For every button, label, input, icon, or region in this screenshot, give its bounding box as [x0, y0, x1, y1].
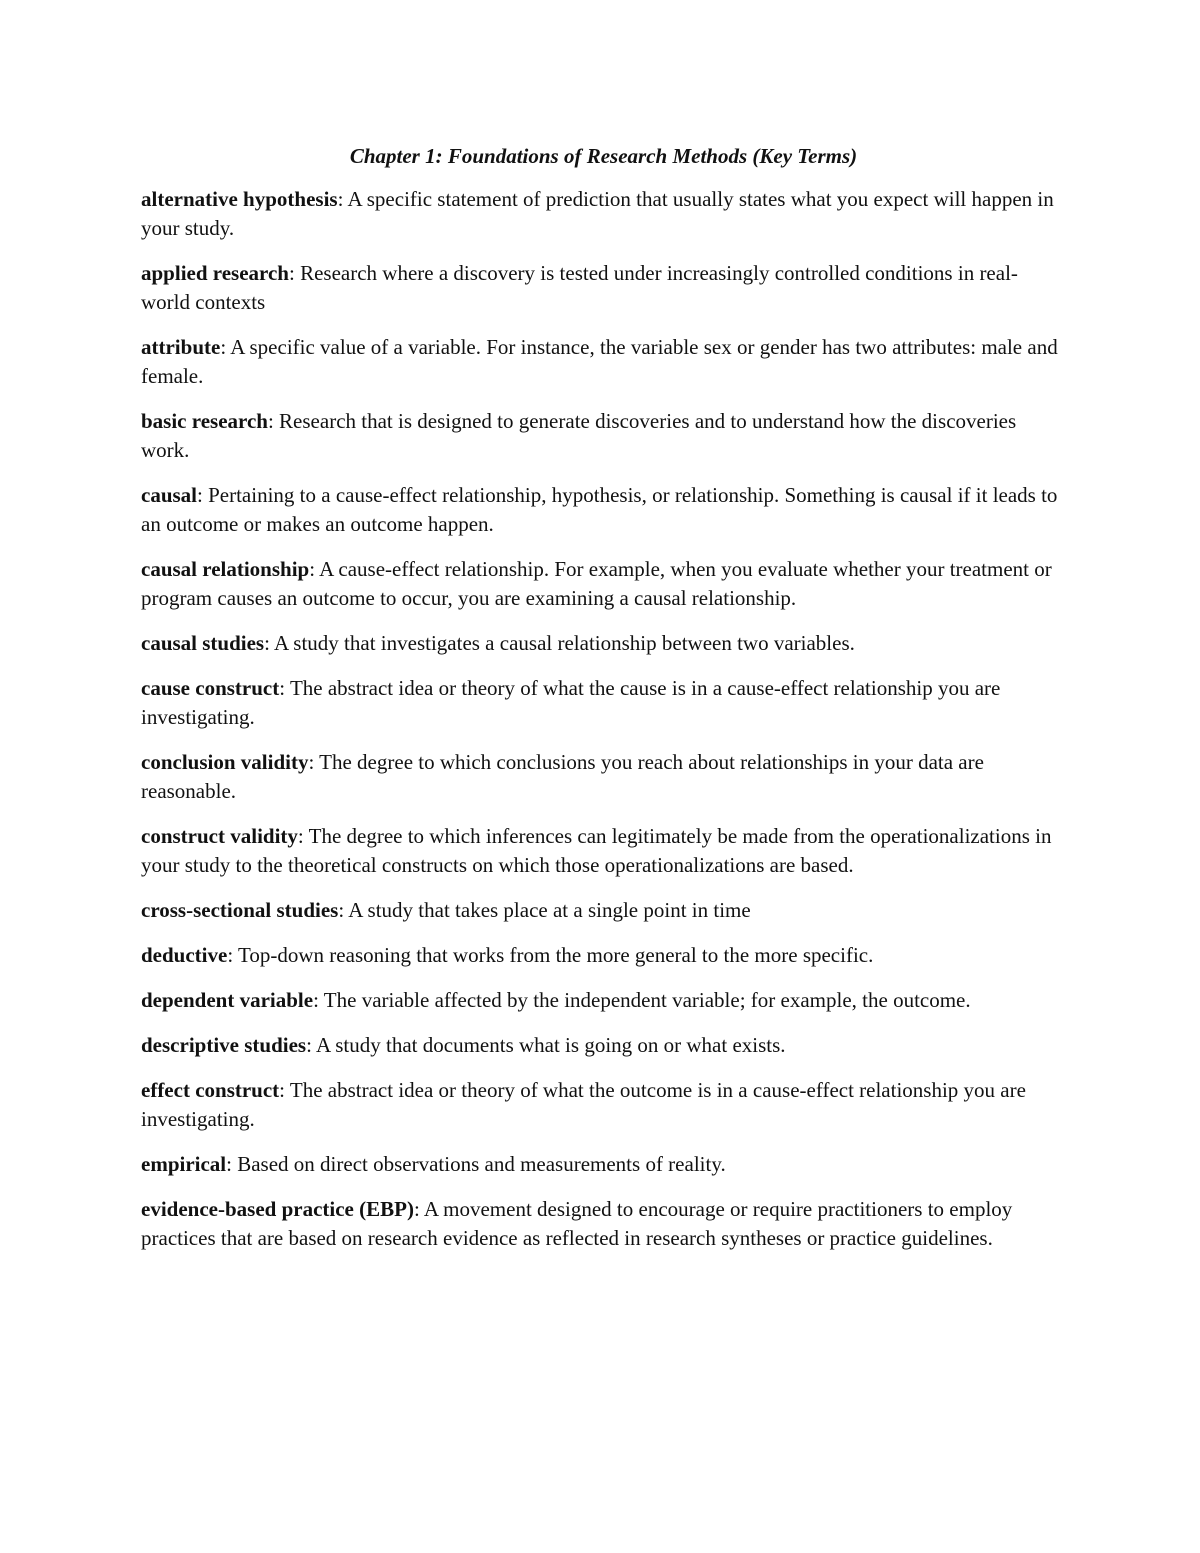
glossary-term: causal studies — [141, 631, 265, 655]
glossary-definition: : The degree to which conclusions you reach about relationships in your data are reasonable. — [141, 750, 984, 803]
glossary-entry — [141, 1195, 1066, 1253]
glossary-definition: : A specific value of a variable. For instance, the variable sex or gender has two attributes: male and female. — [141, 335, 1058, 388]
glossary-term: alternative hypothesis — [141, 187, 338, 211]
glossary-definition: : The variable affected by the independent variable; for example, the outcome. — [313, 988, 971, 1012]
glossary-term: attribute — [141, 335, 221, 359]
glossary-term: cross-sectional studies — [141, 898, 339, 922]
glossary-definition: : A study that documents what is going on or what exists. — [306, 1033, 786, 1057]
glossary-term: applied research — [141, 261, 289, 285]
glossary-term: descriptive studies — [141, 1033, 307, 1057]
glossary-entry — [141, 1031, 1066, 1060]
document-body — [141, 141, 1066, 1269]
glossary-definition: : Based on direct observations and measurements of reality. — [226, 1152, 726, 1176]
glossary-definition: : The degree to which inferences can legitimately be made from the operationalizations in your study to the theoretical constructs on which those operationalizations are based. — [141, 824, 1052, 877]
glossary-term: deductive — [141, 943, 228, 967]
glossary-definition: : A study that takes place at a single point in time — [338, 898, 751, 922]
glossary-definition: : Research that is designed to generate discoveries and to understand how the discoveries work. — [141, 409, 1017, 462]
glossary-definition: : Research where a discovery is tested under increasingly controlled conditions in real-world contexts — [141, 261, 1018, 314]
glossary-definition: : A specific statement of prediction that usually states what you expect will happen in your study. — [141, 187, 1054, 240]
glossary-entry — [141, 748, 1066, 806]
glossary-entry — [141, 1150, 1066, 1179]
glossary-entry — [141, 481, 1066, 539]
glossary-term: cause construct — [141, 676, 280, 700]
glossary-definition: : The abstract idea or theory of what the cause is in a cause-effect relationship you are investigating. — [141, 676, 1001, 729]
glossary-entry — [141, 941, 1066, 970]
glossary-entry — [141, 333, 1066, 391]
glossary-definition: : A study that investigates a causal relationship between two variables. — [264, 631, 855, 655]
glossary-term: causal relationship — [141, 557, 310, 581]
glossary-entry — [141, 185, 1066, 243]
glossary-term: effect construct — [141, 1078, 280, 1102]
glossary-term: empirical — [141, 1152, 227, 1176]
glossary-entry — [141, 555, 1066, 613]
glossary-entry — [141, 1076, 1066, 1134]
glossary-term: basic research — [141, 409, 268, 433]
glossary-term: dependent variable — [141, 988, 314, 1012]
glossary-definition: : A movement designed to encourage or require practitioners to employ practices that are based on research evidence as reflected in research syntheses or practice guidelines. — [141, 1197, 1013, 1250]
glossary-definition: : Pertaining to a cause-effect relationship, hypothesis, or relationship. Something is causal if it leads to an outcome or makes an outcome happen. — [141, 483, 1058, 536]
glossary-term: conclusion validity — [141, 750, 309, 774]
glossary-term: construct validity — [141, 824, 298, 848]
glossary-entry — [141, 259, 1066, 317]
glossary-entry — [141, 674, 1066, 732]
glossary-entry — [141, 986, 1066, 1015]
glossary-term: evidence-based practice (EBP) — [141, 1197, 414, 1221]
glossary-definition: : The abstract idea or theory of what the outcome is in a cause-effect relationship you are investigating. — [141, 1078, 1026, 1131]
glossary-entry — [141, 407, 1066, 465]
page-title: Chapter 1: Foundations of Research Methods (Key Terms) — [349, 144, 858, 168]
glossary-entry — [141, 896, 1066, 925]
glossary-entry — [141, 822, 1066, 880]
glossary-definition: : A cause-effect relationship. For example, when you evaluate whether your treatment or program causes an outcome to occur, you are examining a causal relationship. — [141, 557, 1052, 610]
glossary-entry — [141, 629, 1066, 658]
glossary-term: causal — [141, 483, 198, 507]
glossary-definition: : Top-down reasoning that works from the more general to the more specific. — [227, 943, 874, 967]
